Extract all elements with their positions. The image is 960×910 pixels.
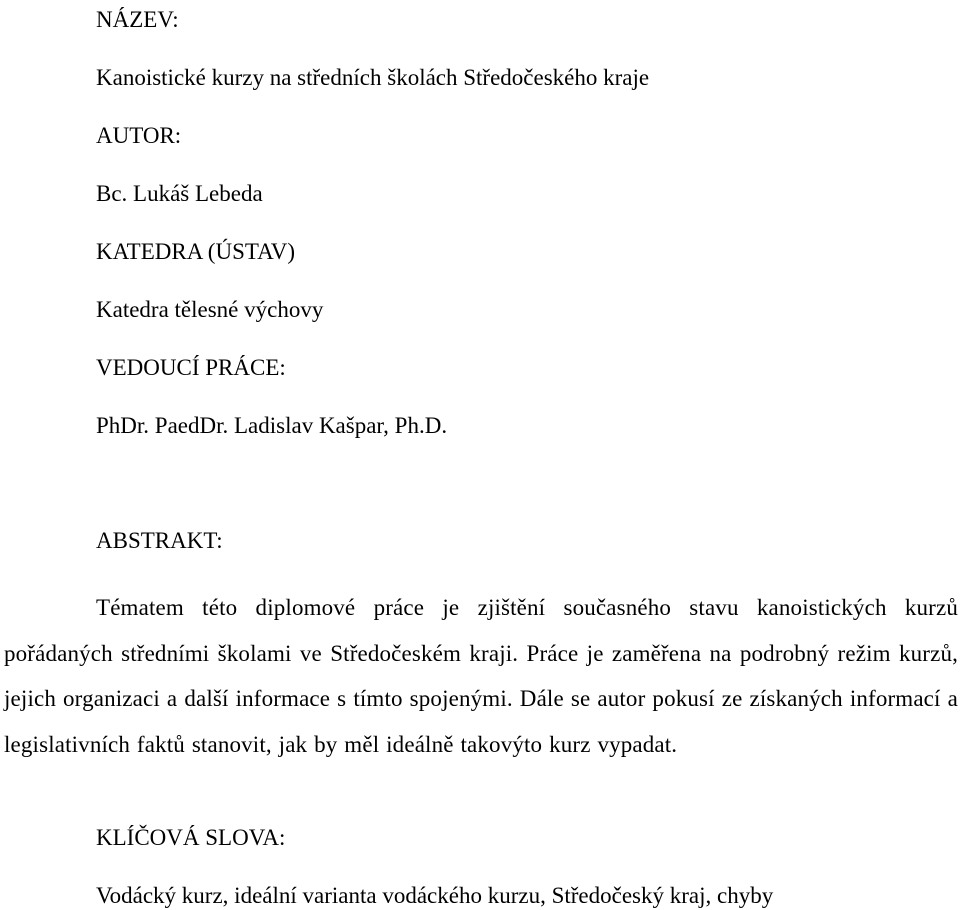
title-value: Kanoistické kurzy na středních školách Středočeského kraje bbox=[96, 65, 650, 90]
abstract-text: Tématem této diplomové práce je zjištění současného stavu kanoistických kurzů pořádaných středními školami ve Středočeském kraji. Práce je zaměřena na podrobný režim kurzů, jejich organizaci a další informace s tímto spojenými. Dále se autor pokusí ze získaných informací a legislativních faktů stanovit, jak by měl ideálně takovýto kurz vypadat. bbox=[4, 595, 958, 757]
author-label: AUTOR: bbox=[96, 123, 182, 148]
keywords-label: KLÍČOVÁ SLOVA: bbox=[96, 825, 286, 850]
keywords-value: Vodácký kurz, ideální varianta vodáckého kurzu, Středočeský kraj, chyby bbox=[96, 883, 774, 908]
supervisor-value: PhDr. PaedDr. Ladislav Kašpar, Ph.D. bbox=[96, 413, 448, 438]
title-label: NÁZEV: bbox=[96, 7, 179, 32]
department-value: Katedra tělesné výchovy bbox=[96, 297, 324, 322]
abstract-label: ABSTRAKT: bbox=[96, 528, 223, 553]
supervisor-label: VEDOUCÍ PRÁCE: bbox=[96, 355, 286, 380]
author-value: Bc. Lukáš Lebeda bbox=[96, 181, 263, 206]
department-label: KATEDRA (ÚSTAV) bbox=[96, 239, 295, 264]
